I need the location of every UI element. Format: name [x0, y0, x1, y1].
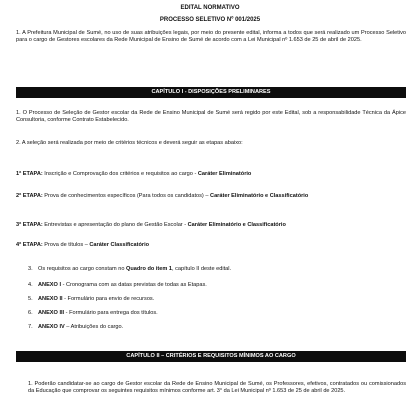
document-title: EDITAL NORMATIVO	[180, 5, 240, 11]
stage-4-text: Prova de títulos –	[42, 242, 90, 248]
annex-item-5	[28, 296, 406, 303]
stage-4-character: Caráter Classificatório	[89, 242, 150, 248]
stage-1-character: Caráter Eliminatório	[197, 171, 252, 177]
stage-2	[16, 193, 406, 200]
item-3-reference: Quadro do item 1	[126, 266, 172, 272]
annex-6-number: 6.	[28, 310, 33, 316]
annex-6-label: ANEXO III	[38, 310, 65, 316]
stage-3-character: Caráter Eliminatório e Classificatório	[187, 222, 286, 228]
annex-item-7	[28, 324, 406, 331]
document-subtitle: PROCESSO SELETIVO Nº 001/2025	[159, 17, 261, 23]
annex-4-number: 4.	[28, 282, 33, 288]
annex-7-label: ANEXO IV	[38, 324, 65, 330]
item-3-number: 3.	[28, 266, 33, 272]
stage-2-character: Caráter Eliminatório e Classificatório	[210, 193, 309, 199]
stage-1-text: Inscrição e Comprovação dos critérios e requisitos ao cargo -	[42, 171, 198, 177]
annex-5-label: ANEXO II	[38, 296, 63, 302]
item-3-tail: , capítulo II deste edital.	[172, 266, 232, 272]
annex-4-label: ANEXO I	[38, 282, 62, 288]
chapter-1-heading: CAPÍTULO I - DISPOSIÇÕES PRELIMINARES	[16, 87, 406, 98]
item-3	[28, 266, 406, 273]
annex-5-number: 5.	[28, 296, 33, 302]
stage-2-label: 2ª ETAPA:	[16, 193, 43, 199]
stage-1	[16, 171, 406, 178]
annex-5-text: - Formulário para envio de recursos.	[62, 296, 155, 302]
annex-item-4	[28, 282, 406, 289]
annex-7-number: 7.	[28, 324, 33, 330]
stage-3-text: Entrevistas e apresentação do plano de Gestão Escolar -	[42, 222, 188, 228]
stage-3-label: 3ª ETAPA:	[16, 222, 43, 228]
chapter-2-heading: CAPÍTULO II – CRITÉRIOS E REQUISITOS MÍNIMOS AO CARGO	[16, 351, 406, 362]
stage-1-label: 1ª ETAPA:	[16, 171, 43, 177]
stage-2-text: Prova de conhecimentos específicos (Para todos os candidatos) –	[42, 193, 211, 199]
intro-paragraph: 1. A Prefeitura Municipal de Sumé, no uso de suas atribuições legais, por meio do presente edital, informa a todos que será realizado um Processo Seletivo para o cargo de Gestores escolares da Rede Municipal de Ensino de Sumé de acordo com a Lei Municipal nº 1.653 de 25 de abril de 2025.	[16, 30, 406, 44]
annex-7-text: – Atribuições do cargo.	[64, 324, 124, 330]
annex-item-6	[28, 310, 406, 317]
chapter-1-paragraph-1: 1. O Processo de Seleção de Gestor escolar da Rede de Ensino Municipal de Sumé será regido por este Edital, sob a responsabilidade Técnica da Ápice Consultoria, conforme Contrato Estabelecido.	[16, 110, 406, 124]
item-3-text: Os requisitos ao cargo constam no	[38, 266, 126, 272]
chapter-1-paragraph-2: 2. A seleção será realizada por meio de critérios técnicos e deverá seguir as etapas abaixo:	[16, 140, 243, 146]
stage-3	[16, 222, 406, 229]
annex-6-text: - Formulário para entrega dos títulos.	[64, 310, 158, 316]
stage-4	[16, 242, 406, 249]
stage-4-label: 4ª ETAPA:	[16, 242, 43, 248]
chapter-2-paragraph-1: 1. Poderão candidatar-se ao cargo de Gestor escolar da Rede de Ensino Municipal de Sumé, os Professores, efetivos, contratados ou comissionados da Educação que comprovar os seguintes requisitos mínimos conforme art. 3° da Lei Municipal nº 1.653 de 25 de abril de 2025.	[28, 381, 406, 395]
annex-4-text: - Cronograma com as datas previstas de todas as Etapas.	[61, 282, 207, 288]
